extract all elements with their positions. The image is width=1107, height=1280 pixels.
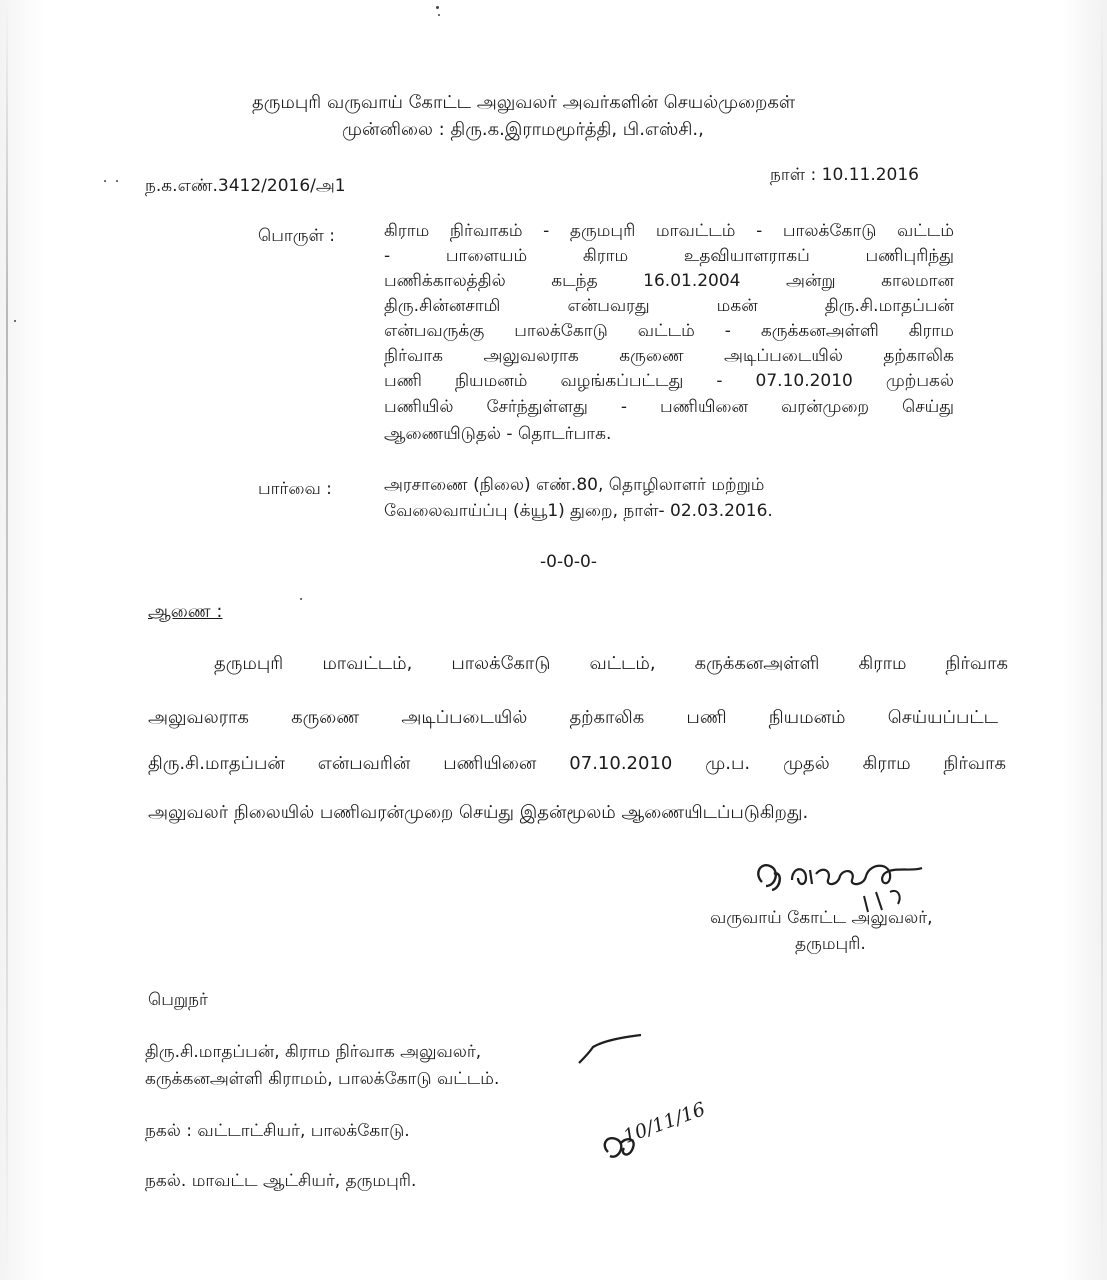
subject-line: பணியில் சேர்ந்துள்ளது - பணியினை வரன்முறை செய்து	[384, 397, 954, 417]
scan-speck	[104, 180, 106, 182]
scan-edge-right	[1101, 0, 1103, 1280]
scan-speck	[116, 180, 118, 182]
subject-line: ஆணையிடுதல் - தொடர்பாக.	[384, 424, 612, 444]
subject-line: பணிக்காலத்தில் கடந்த 16.01.2004 அன்று காலமான	[384, 271, 954, 291]
subject-line: என்பவருக்கு பாலக்கோடு வட்டம் - கருக்கனஅள்ளி கிராம	[384, 321, 954, 341]
reference-line: வேலைவாய்ப்பு (க்யூ1) துறை, நாள்- 02.03.2016.	[384, 501, 773, 521]
recipient-label: பெறுநர்	[148, 990, 208, 1010]
scan-speck	[436, 6, 439, 9]
scan-speck	[14, 320, 16, 322]
subject-line: நிர்வாக அலுவலராக கருணை அடிப்படையில் தற்காலிக	[384, 346, 954, 366]
scan-edge-left	[6, 0, 8, 1280]
order-line: திரு.சி.மாதப்பன் என்பவரின் பணியினை 07.10.2010 மு.ப. முதல் கிராம நிர்வாக	[148, 753, 1006, 774]
recipient-line: திரு.சி.மாதப்பன், கிராம நிர்வாக அலுவலர்,	[145, 1042, 482, 1062]
copy-line: நகல். மாவட்ட ஆட்சியர், தருமபுரி.	[145, 1171, 417, 1191]
signatory-designation: வருவாய் கோட்ட அலுவலர்,	[710, 908, 933, 928]
reference-label: பார்வை :	[258, 479, 332, 499]
handwritten-date: 10/11/16	[620, 1098, 709, 1148]
subject-line: திரு.சின்னசாமி என்பவரது மகன் திரு.சி.மாதப்பன்	[384, 296, 954, 316]
subject-label: பொருள் :	[258, 226, 335, 246]
section-separator: -0-0-0-	[540, 552, 597, 572]
subject-line: - பாளையம் கிராம உதவியாளராகப் பணிபுரிந்து	[384, 246, 954, 266]
order-line: அலுவலர் நிலையில் பணிவரன்முறை செய்து இதன்மூலம் ஆணையிடப்படுகிறது.	[148, 802, 809, 823]
recipient-line: கருக்கனஅள்ளி கிராமம், பாலக்கோடு வட்டம்.	[145, 1069, 500, 1089]
handwritten-tick-mark	[575, 1033, 645, 1073]
subject-line: பணி நியமனம் வழங்கப்பட்டது - 07.10.2010 முற்பகல்	[384, 371, 954, 391]
presiding-officer-line: முன்னிலை : திரு.க.இராமமூர்த்தி, பி.எஸ்சி.,	[342, 119, 704, 140]
order-line: அலுவலராக கருணை அடிப்படையில் தற்காலிக பணி நியமனம் செய்யப்பட்ட	[148, 707, 998, 728]
scan-speck	[300, 598, 302, 600]
reference-number: ந.க.எண்.3412/2016/அ1	[145, 176, 346, 196]
scan-speck	[438, 14, 440, 16]
subject-line: கிராம நிர்வாகம் - தருமபுரி மாவட்டம் - பாலக்கோடு வட்டம்	[384, 221, 954, 241]
office-heading: தருமபுரி வருவாய் கோட்ட அலுவலர் அவர்களின் செயல்முறைகள்	[252, 92, 796, 113]
order-line: தருமபுரி மாவட்டம், பாலக்கோடு வட்டம், கருக்கனஅள்ளி கிராம நிர்வாக	[214, 653, 1008, 674]
copy-line: நகல் : வட்டாட்சியர், பாலக்கோடு.	[145, 1121, 410, 1141]
signatory-place: தருமபுரி.	[795, 934, 866, 954]
officer-signature	[752, 852, 952, 912]
order-date: நாள் : 10.11.2016	[770, 165, 919, 185]
order-label: ஆணை :	[148, 601, 223, 622]
reference-line: அரசாணை (நிலை) எண்.80, தொழிலாளர் மற்றும்	[384, 475, 765, 495]
